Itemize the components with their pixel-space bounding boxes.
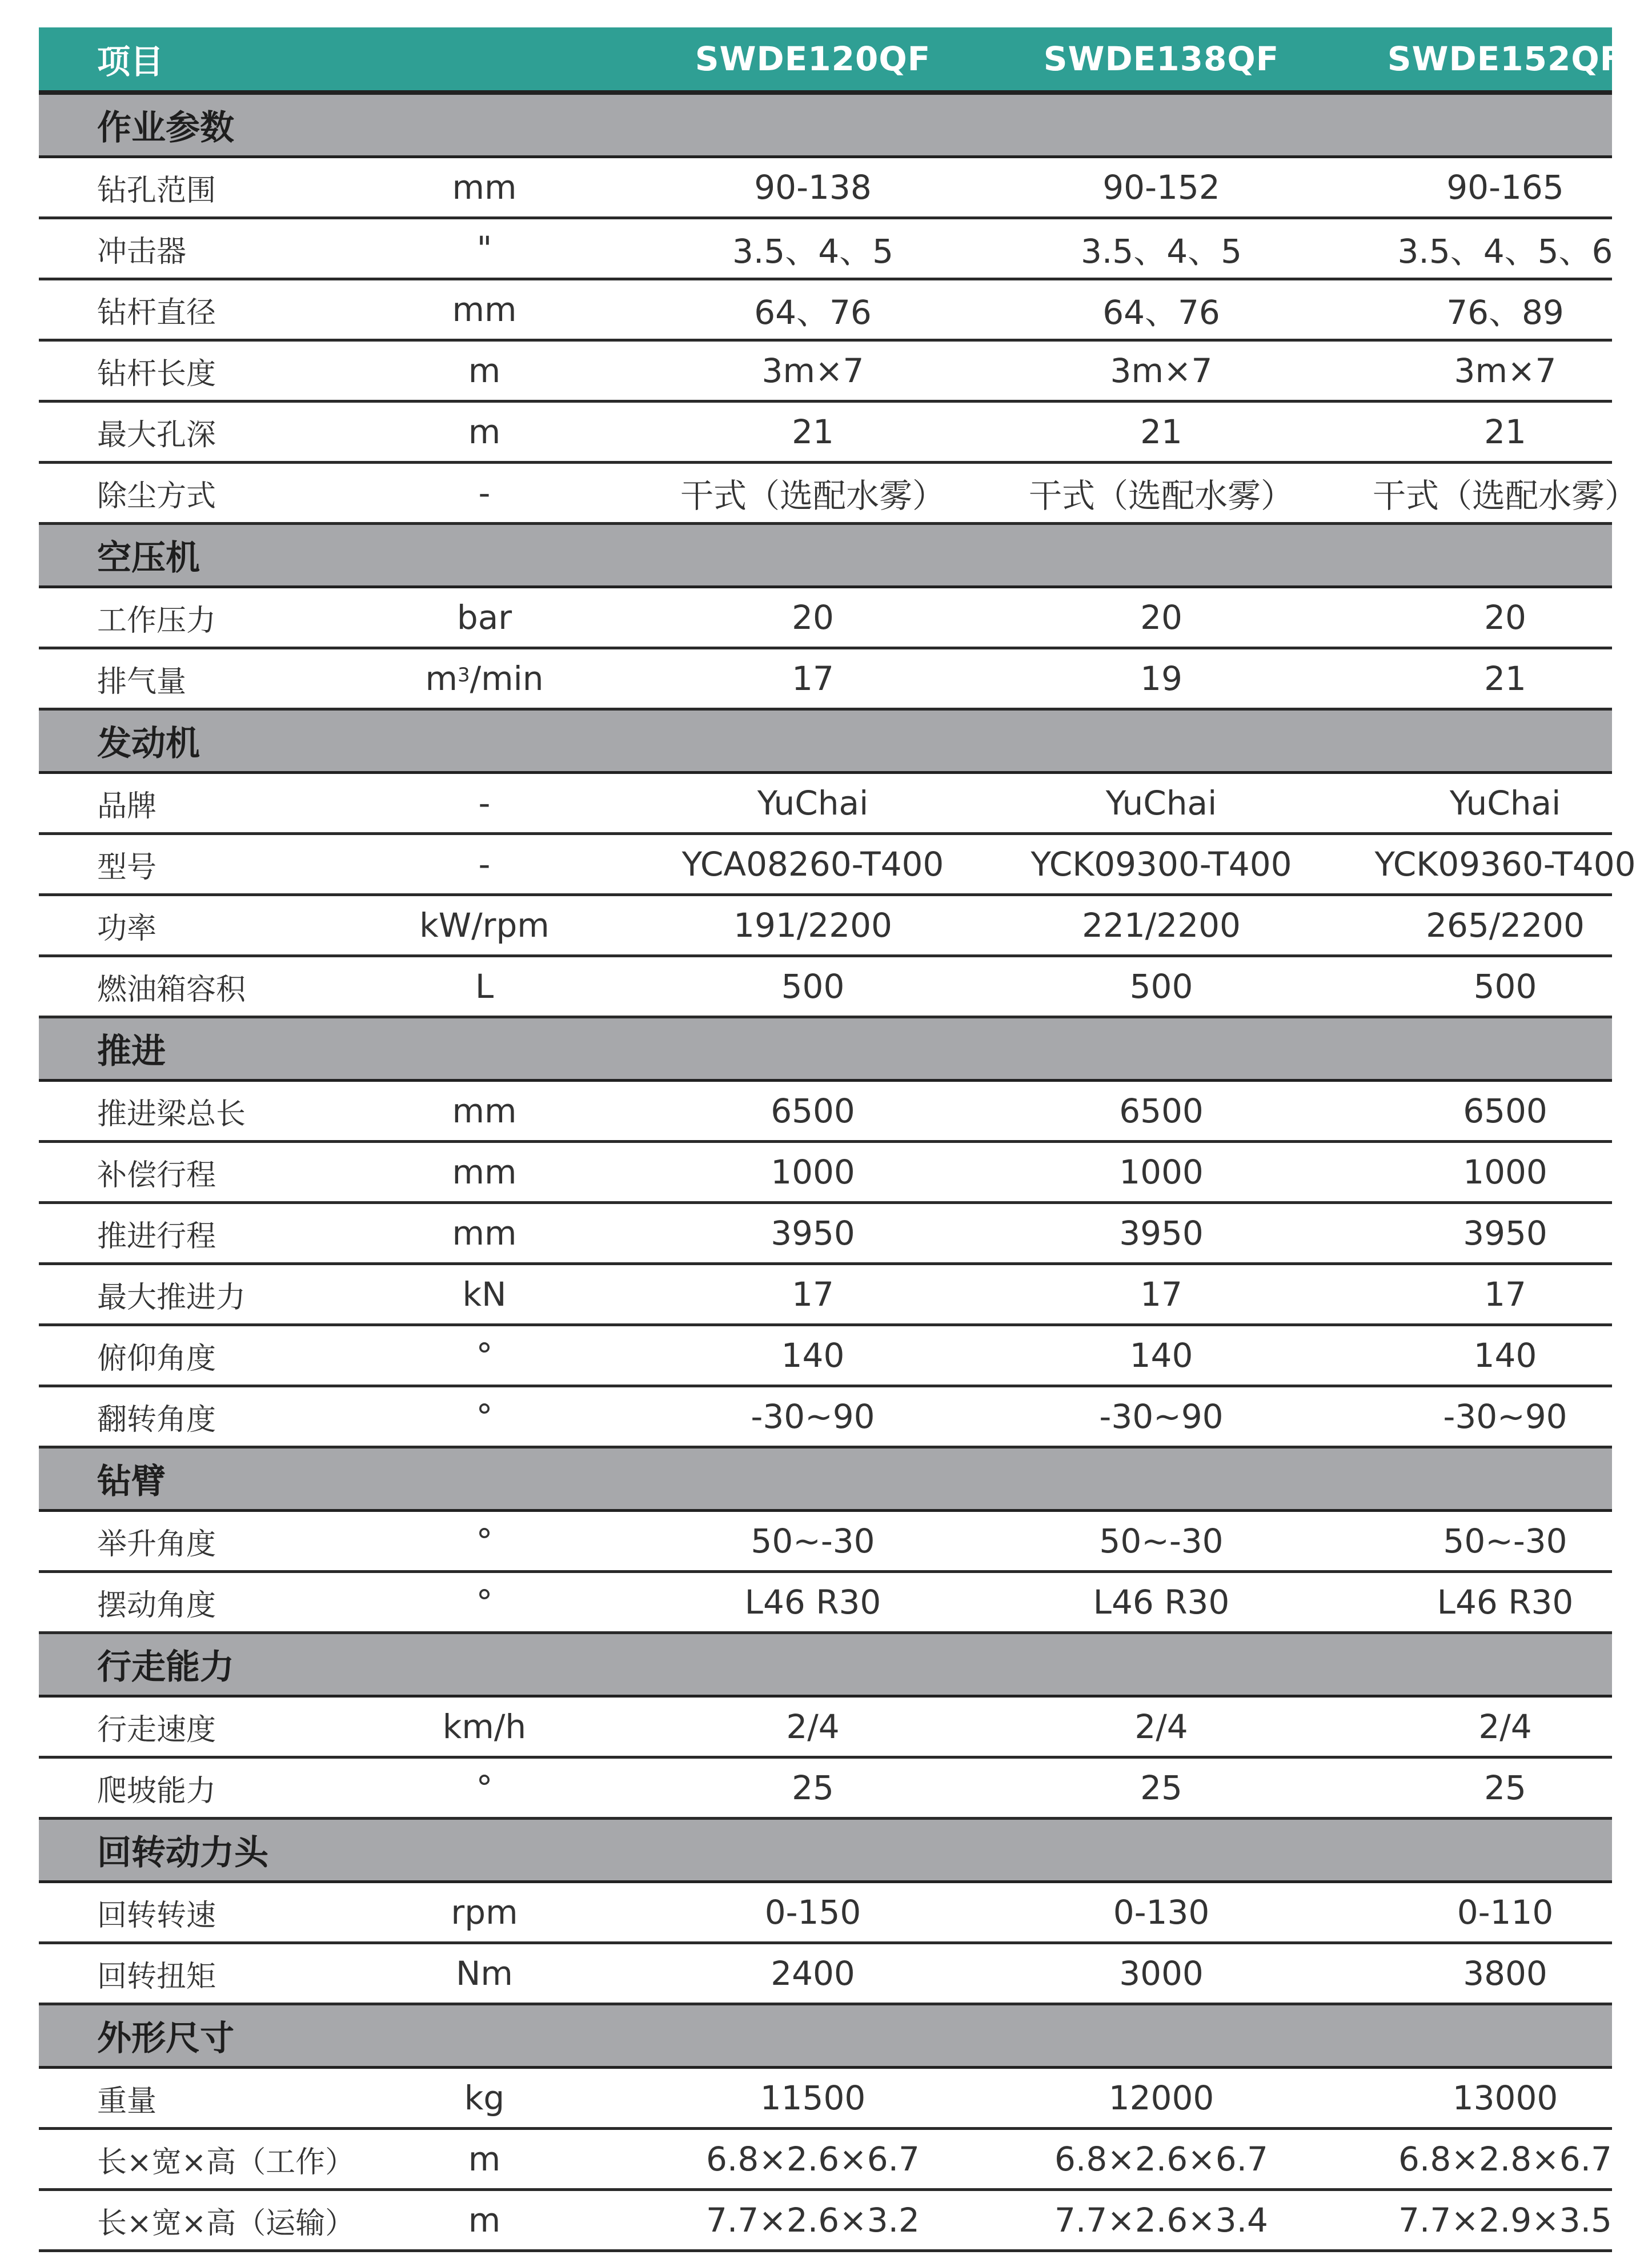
param-name: 翻转角度: [97, 1402, 216, 1437]
param-value-model-1: 7.7×2.6×3.2: [706, 2201, 920, 2240]
param-value-model-2: 90-152: [1102, 168, 1220, 207]
param-name: 摆动角度: [97, 1588, 216, 1623]
param-value-model-1: 1000: [771, 1153, 855, 1191]
param-unit: °: [476, 1768, 493, 1807]
param-value-model-2: 1000: [1119, 1153, 1204, 1191]
table-row: [39, 835, 1636, 896]
param-value-model-3: 3800: [1463, 1954, 1547, 1993]
param-unit: °: [476, 1336, 493, 1375]
table-row: [39, 1883, 1612, 1944]
param-value-model-1: 140: [781, 1336, 845, 1375]
param-value-model-1: 25: [792, 1768, 834, 1807]
spec-table: [39, 27, 1638, 2252]
param-unit: bar: [456, 598, 512, 637]
param-value-model-2: 6500: [1119, 1092, 1204, 1130]
param-value-model-3: 干式（选配水雾）: [1372, 476, 1638, 515]
section-title: 空压机: [97, 538, 200, 578]
param-unit: m: [468, 2201, 501, 2240]
param-value-model-3: 76、89: [1446, 293, 1564, 332]
section-header: [39, 2005, 1612, 2069]
param-unit: °: [476, 1583, 493, 1622]
section-header: [39, 1634, 1612, 1698]
param-value-model-1: 20: [792, 598, 834, 637]
table-row: [39, 1944, 1612, 2005]
param-value-model-2: 3.5、4、5: [1080, 232, 1242, 271]
param-name: 爬坡能力: [97, 1773, 216, 1808]
table-row: [39, 464, 1638, 525]
param-value-model-1: 11500: [760, 2079, 866, 2117]
param-value-model-2: 500: [1129, 967, 1193, 1006]
param-value-model-3: 3m×7: [1454, 351, 1557, 390]
section-header: [39, 1449, 1612, 1512]
param-unit: mm: [452, 1153, 517, 1191]
param-value-model-2: 25: [1140, 1768, 1182, 1807]
param-value-model-3: 20: [1484, 598, 1526, 637]
param-value-model-1: 17: [792, 659, 834, 698]
param-unit: kg: [464, 2079, 505, 2117]
param-value-model-1: 17: [792, 1275, 834, 1314]
table-row: [39, 957, 1612, 1018]
param-value-model-1: 6.8×2.6×6.7: [706, 2140, 920, 2178]
param-value-model-2: 2/4: [1134, 1707, 1188, 1746]
param-name: 工作压力: [97, 603, 216, 638]
param-value-model-3: YuChai: [1449, 784, 1561, 822]
param-name: 功率: [97, 911, 157, 946]
param-value-model-2: 12000: [1108, 2079, 1214, 2117]
param-value-model-3: 25: [1484, 1768, 1526, 1807]
section-header: [39, 95, 1612, 158]
section-header: [39, 1018, 1612, 1082]
param-value-model-2: 3m×7: [1110, 351, 1213, 390]
param-value-model-1: 3950: [771, 1214, 855, 1253]
param-value-model-3: 1000: [1463, 1153, 1547, 1191]
param-value-model-3: YCK09360-T400: [1374, 845, 1636, 884]
table-row: [39, 896, 1612, 957]
param-value-model-2: -30~90: [1099, 1397, 1224, 1436]
table-row: [39, 158, 1612, 219]
section-header: [39, 1820, 1612, 1883]
param-unit: mm: [452, 1214, 517, 1253]
param-name: 行走速度: [97, 1712, 216, 1747]
param-unit: kW/rpm: [419, 906, 550, 945]
param-value-model-3: 6500: [1463, 1092, 1547, 1130]
section-title: 行走能力: [97, 1647, 234, 1687]
param-unit: -: [478, 474, 491, 512]
param-value-model-2: YCK09300-T400: [1031, 845, 1292, 884]
param-value-model-2: 17: [1140, 1275, 1182, 1314]
param-value-model-1: 64、76: [754, 293, 872, 332]
table-row: [39, 1082, 1612, 1143]
param-name: 长×宽×高（工作）: [97, 2145, 355, 2180]
param-value-model-3: 90-165: [1446, 168, 1564, 207]
table-header: [39, 27, 1623, 95]
param-name: 长×宽×高（运输）: [97, 2206, 355, 2241]
param-unit: -: [478, 784, 491, 822]
param-name: 推进梁总长: [97, 1097, 246, 1131]
table-row: [39, 403, 1612, 464]
param-value-model-1: 3.5、4、5: [732, 232, 894, 271]
table-row: [39, 1573, 1612, 1634]
param-name: 俯仰角度: [97, 1341, 216, 1376]
param-name: 冲击器: [97, 234, 187, 269]
param-value-model-1: 90-138: [754, 168, 872, 207]
param-name: 推进行程: [97, 1219, 216, 1254]
param-value-model-3: 21: [1484, 412, 1526, 451]
param-value-model-2: 19: [1140, 659, 1182, 698]
param-name: 举升角度: [97, 1527, 216, 1562]
param-value-model-3: L46 R30: [1437, 1583, 1574, 1622]
param-unit: m 3 /min: [425, 659, 544, 698]
param-unit: -: [478, 845, 491, 884]
param-value-model-3: 6.8×2.8×6.7: [1398, 2140, 1612, 2178]
param-value-model-2: 140: [1129, 1336, 1193, 1375]
table-row: [39, 1759, 1612, 1820]
param-unit: m: [468, 2140, 501, 2178]
param-unit: mm: [452, 290, 517, 329]
param-name: 重量: [97, 2084, 157, 2118]
param-value-model-2: L46 R30: [1093, 1583, 1230, 1622]
param-value-model-3: 265/2200: [1426, 906, 1585, 945]
table-row: [39, 1265, 1612, 1326]
param-value-model-2: 64、76: [1102, 293, 1220, 332]
param-value-model-1: 2400: [771, 1954, 855, 1993]
param-unit: kN: [462, 1275, 507, 1314]
param-name: 最大推进力: [97, 1280, 246, 1315]
param-value-model-1: 21: [792, 412, 834, 451]
param-name: 排气量: [97, 664, 187, 699]
param-name: 钻杆直径: [97, 295, 216, 330]
param-value-model-2: 3000: [1119, 1954, 1204, 1993]
section-header: [39, 711, 1612, 774]
table-row: [39, 588, 1612, 649]
param-value-model-2: YuChai: [1105, 784, 1217, 822]
param-value-model-2: 21: [1140, 412, 1182, 451]
param-value-model-1: -30~90: [751, 1397, 875, 1436]
param-value-model-1: 2/4: [786, 1707, 840, 1746]
header-model-1: SWDE120QF: [695, 39, 931, 78]
param-name: 钻杆长度: [97, 356, 216, 391]
param-value-model-3: -30~90: [1443, 1397, 1567, 1436]
param-value-model-2: 干式（选配水雾）: [1028, 476, 1294, 515]
section-title: 作业参数: [97, 108, 234, 148]
param-unit: °: [476, 1522, 493, 1560]
param-value-model-3: 7.7×2.9×3.5: [1398, 2201, 1612, 2240]
param-name: 型号: [97, 850, 157, 885]
param-value-model-2: 221/2200: [1082, 906, 1241, 945]
header-model-3: SWDE152QF: [1387, 39, 1623, 78]
table-row: [39, 1512, 1612, 1573]
param-value-model-1: YuChai: [757, 784, 869, 822]
param-value-model-1: YCA08260-T400: [681, 845, 944, 884]
table-row: [39, 649, 1612, 711]
table-row: [39, 1387, 1612, 1449]
param-name: 除尘方式: [97, 479, 216, 513]
table-row: [39, 2130, 1612, 2191]
param-name: 品牌: [97, 789, 157, 824]
param-value-model-1: 6500: [771, 1092, 855, 1130]
param-name: 钻孔范围: [97, 173, 216, 208]
table-row: [39, 1698, 1612, 1759]
param-unit: mm: [452, 168, 517, 207]
param-unit: ": [476, 229, 492, 268]
section-title: 发动机: [97, 724, 200, 764]
header-item-label: 项目: [97, 42, 164, 81]
table-row: [39, 2191, 1612, 2252]
param-value-model-1: 50~-30: [751, 1522, 875, 1560]
param-value-model-3: 21: [1484, 659, 1526, 698]
param-value-model-2: 3950: [1119, 1214, 1204, 1253]
param-name: 回转扭矩: [97, 1959, 216, 1994]
param-value-model-3: 3.5、4、5、6: [1397, 232, 1613, 271]
table-row: [39, 2069, 1612, 2130]
section-header: [39, 525, 1612, 588]
param-unit: km/h: [442, 1707, 527, 1746]
param-value-model-2: 6.8×2.6×6.7: [1054, 2140, 1268, 2178]
param-unit: m: [468, 412, 501, 451]
param-value-model-1: 3m×7: [761, 351, 864, 390]
param-name: 补偿行程: [97, 1158, 216, 1193]
param-value-model-1: 0-150: [764, 1893, 861, 1932]
param-value-model-3: 140: [1473, 1336, 1537, 1375]
table-row: [39, 342, 1612, 403]
section-title: 钻臂: [97, 1462, 166, 1502]
param-value-model-2: 50~-30: [1099, 1522, 1224, 1560]
table-row: [39, 219, 1612, 280]
param-unit: L: [475, 967, 494, 1006]
section-title: 推进: [97, 1032, 166, 1072]
param-value-model-2: 7.7×2.6×3.4: [1054, 2201, 1268, 2240]
param-unit: mm: [452, 1092, 517, 1130]
param-value-model-1: 干式（选配水雾）: [680, 476, 945, 515]
section-title: 回转动力头: [97, 1833, 268, 1873]
param-value-model-3: 3950: [1463, 1214, 1547, 1253]
param-value-model-1: 191/2200: [733, 906, 892, 945]
param-value-model-3: 0-110: [1457, 1893, 1554, 1932]
param-value-model-3: 2/4: [1478, 1707, 1532, 1746]
header-model-2: SWDE138QF: [1043, 39, 1280, 78]
table-row: [39, 1326, 1612, 1387]
param-value-model-2: 0-130: [1113, 1893, 1210, 1932]
param-value-model-3: 50~-30: [1443, 1522, 1567, 1560]
table-body: [39, 95, 1638, 2252]
param-value-model-3: 17: [1484, 1275, 1526, 1314]
table-row: [39, 1204, 1612, 1265]
param-name: 最大孔深: [97, 418, 216, 452]
param-unit: Nm: [456, 1954, 513, 1993]
param-unit: rpm: [451, 1893, 518, 1932]
table-row: [39, 1143, 1612, 1204]
param-name: 燃油箱容积: [97, 972, 246, 1007]
param-unit: °: [476, 1397, 493, 1436]
param-value-model-2: 20: [1140, 598, 1182, 637]
param-value-model-3: 500: [1473, 967, 1537, 1006]
param-value-model-3: 13000: [1452, 2079, 1558, 2117]
param-value-model-1: L46 R30: [744, 1583, 881, 1622]
param-unit: m: [468, 351, 501, 390]
section-title: 外形尺寸: [97, 2019, 234, 2059]
table-row: [39, 774, 1612, 835]
table-row: [39, 280, 1612, 342]
param-name: 回转转速: [97, 1898, 216, 1933]
param-value-model-1: 500: [781, 967, 845, 1006]
